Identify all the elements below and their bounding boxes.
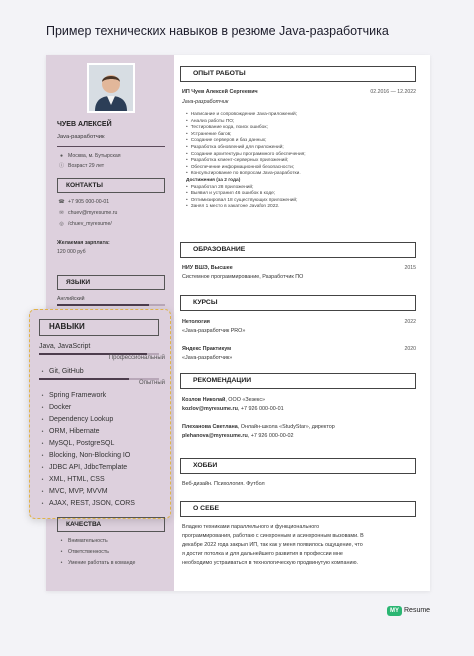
bullet-icon: •: [41, 405, 44, 411]
quality-item: • Внимательность: [58, 538, 108, 544]
quality-item: • Умение работать в команде: [58, 560, 135, 566]
phone-row: ☎ +7 905 000-00-01: [58, 199, 110, 205]
skill-name: Java, JavaScript: [39, 343, 91, 350]
bullet-icon: •: [41, 477, 44, 483]
list-item: • Выявил и устранил 46 ошибок в коде;: [186, 191, 306, 198]
bullet-icon: •: [41, 465, 44, 471]
skill-name: • Git, GitHub: [39, 368, 84, 375]
about-heading: О СЕБЕ: [180, 501, 416, 517]
course-year: 2020: [404, 346, 416, 352]
hobbies-text: Веб-дизайн. Психология. Футбол: [182, 481, 265, 487]
course-year: 2022: [404, 319, 416, 325]
location-row: ● Москва, м. Бутырская: [59, 153, 121, 159]
logo-text: Resume: [404, 607, 431, 614]
bullet-icon: •: [60, 560, 63, 566]
skill-level-text: Профессиональный: [108, 355, 165, 361]
contacts-heading: КОНТАКТЫ: [57, 178, 165, 193]
list-item: • Занял 1 место в хакатоне Javafon 2022.: [186, 204, 306, 211]
skill-item: • Blocking, Non-Blocking IO: [39, 452, 130, 459]
email-row: ✉ chuev@myresume.ru: [59, 210, 118, 216]
bullet-icon: •: [60, 549, 63, 555]
salary-label: Желаемая зарплата:: [57, 240, 110, 246]
list-item: • Устранение багов;: [186, 132, 306, 139]
reference-line: plehanova@myresume.ru, +7 926 000-00-02: [182, 433, 294, 439]
bullet-icon: •: [41, 453, 44, 459]
skill-item: • MySQL, PostgreSQL: [39, 440, 114, 447]
references-heading: РЕКОМЕНДАЦИИ: [180, 373, 416, 389]
language-level-fill: [57, 304, 149, 306]
education-school: НИУ ВШЭ, Высшее: [182, 265, 233, 271]
education-year: 2015: [404, 265, 416, 271]
person-photo-icon: [89, 65, 133, 111]
skill-item: • XML, HTML, CSS: [39, 476, 105, 483]
company-name: ИП Чуев Алексей Сергеевич: [182, 89, 258, 95]
course-name: «Java-разработчик»: [182, 355, 233, 361]
bullet-icon: •: [41, 417, 44, 423]
course-org: Нетология: [182, 319, 210, 325]
info-icon: ⓘ: [58, 163, 64, 169]
list-item: • Написание и сопровождение Java-приложений;: [186, 112, 306, 119]
logo-badge: MY: [387, 606, 402, 616]
language-name: Английский: [57, 296, 85, 302]
bullet-icon: •: [41, 441, 44, 447]
skill-level-fill: [39, 378, 129, 380]
experience-heading: ОПЫТ РАБОТЫ: [180, 66, 416, 82]
reference-line: kozlov@myresume.ru, +7 926 000-00-01: [182, 406, 284, 412]
skill-item: • Docker: [39, 404, 71, 411]
education-program: Системное программирование, Разработчик ПО: [182, 274, 304, 280]
skill-item: • Spring Framework: [39, 392, 106, 399]
brand-logo[interactable]: [387, 606, 430, 616]
salary-value: 120 000 руб: [57, 249, 86, 255]
skype-row: ◎ /chuev_myresume/: [59, 221, 112, 227]
list-item: • Анализ работы ПО;: [186, 119, 306, 126]
chat-icon: ◎: [59, 221, 64, 227]
about-line: Владею техниками параллельного и функционального: [182, 524, 320, 530]
list-item: • Оптимизировал 18 существующих приложений;: [186, 198, 306, 205]
skill-item: • JDBC API, JdbcTemplate: [39, 464, 127, 471]
course-name: «Java-разработчик PRO»: [182, 328, 246, 334]
courses-heading: КУРСЫ: [180, 295, 416, 311]
course-org: Яндекс Практикум: [182, 346, 232, 352]
reference-line: Козлов Николай, ООО «Зезекс»: [182, 397, 266, 403]
bullet-icon: •: [41, 501, 44, 507]
quality-item: • Ответственность: [58, 549, 109, 555]
phone-icon: ☎: [58, 199, 65, 205]
location-pin-icon: ●: [59, 153, 64, 159]
about-line: программирования, работаю с синхронным и асинхронным вызовами. В: [182, 533, 364, 539]
hobbies-heading: ХОББИ: [180, 458, 416, 474]
language-level-bar: [57, 304, 165, 306]
achievements-label: Достижения (за 2 года): [186, 177, 241, 183]
bullet-icon: •: [41, 393, 44, 399]
bullet-icon: •: [41, 369, 44, 375]
candidate-name: ЧУЕВ АЛЕКСЕЙ: [57, 121, 112, 128]
duties-list: [186, 112, 306, 211]
list-item: • Разработал 28 приложений;: [186, 185, 306, 192]
reference-line: Плеханова Светлана, Онлайн-школа «StudyStar», директор: [182, 424, 335, 430]
list-item: • Разработка клиент-серверных приложений;: [186, 158, 306, 165]
skill-item: • Dependency Lookup: [39, 416, 113, 423]
list-item: • Создание серверов и баз данных;: [186, 138, 306, 145]
languages-heading: ЯЗЫКИ: [57, 275, 165, 290]
education-heading: ОБРАЗОВАНИЕ: [180, 242, 416, 258]
page-title: Пример технических навыков в резюме Java-разработчика: [46, 24, 389, 38]
skill-level-text: Опытный: [139, 380, 165, 386]
list-item: • Обеспечение информационной безопасности;: [186, 165, 306, 172]
qualities-heading: КАЧЕСТВА: [57, 517, 165, 532]
about-line: необходимо устраиваться в технологическую продвинутую компанию.: [182, 560, 358, 566]
skill-item: • AJAX, REST, JSON, CORS: [39, 500, 135, 507]
about-line: декабре 2022 года закрыл ИП, так как у меня появилось ощущение, что: [182, 542, 363, 548]
skill-item: • MVC, MVP, MVVM: [39, 488, 108, 495]
divider: [57, 146, 165, 147]
skills-heading: НАВЫКИ: [39, 319, 159, 336]
experience-position: Java-разработчик: [182, 99, 229, 105]
bullet-icon: •: [60, 538, 63, 544]
experience-dates: 02.2016 — 12.2022: [370, 89, 416, 95]
bullet-icon: •: [41, 429, 44, 435]
list-item: • Создание архитектуры программного обеспечения;: [186, 152, 306, 159]
list-item: • Тестирование кода, поиск ошибок;: [186, 125, 306, 132]
avatar: [87, 63, 135, 113]
mail-icon: ✉: [59, 210, 64, 216]
about-line: я достиг потолка и для дальнейшего развития в профессии мне: [182, 551, 343, 557]
list-item: • Консультирование по вопросам Java-разработки.: [186, 171, 306, 178]
list-item: • Разработка обновлений для приложений;: [186, 145, 306, 152]
skill-item: • ORM, Hibernate: [39, 428, 100, 435]
bullet-icon: •: [41, 489, 44, 495]
age-row: ⓘ Возраст 29 лет: [58, 163, 105, 169]
candidate-role: Java-разработчик: [57, 134, 105, 140]
